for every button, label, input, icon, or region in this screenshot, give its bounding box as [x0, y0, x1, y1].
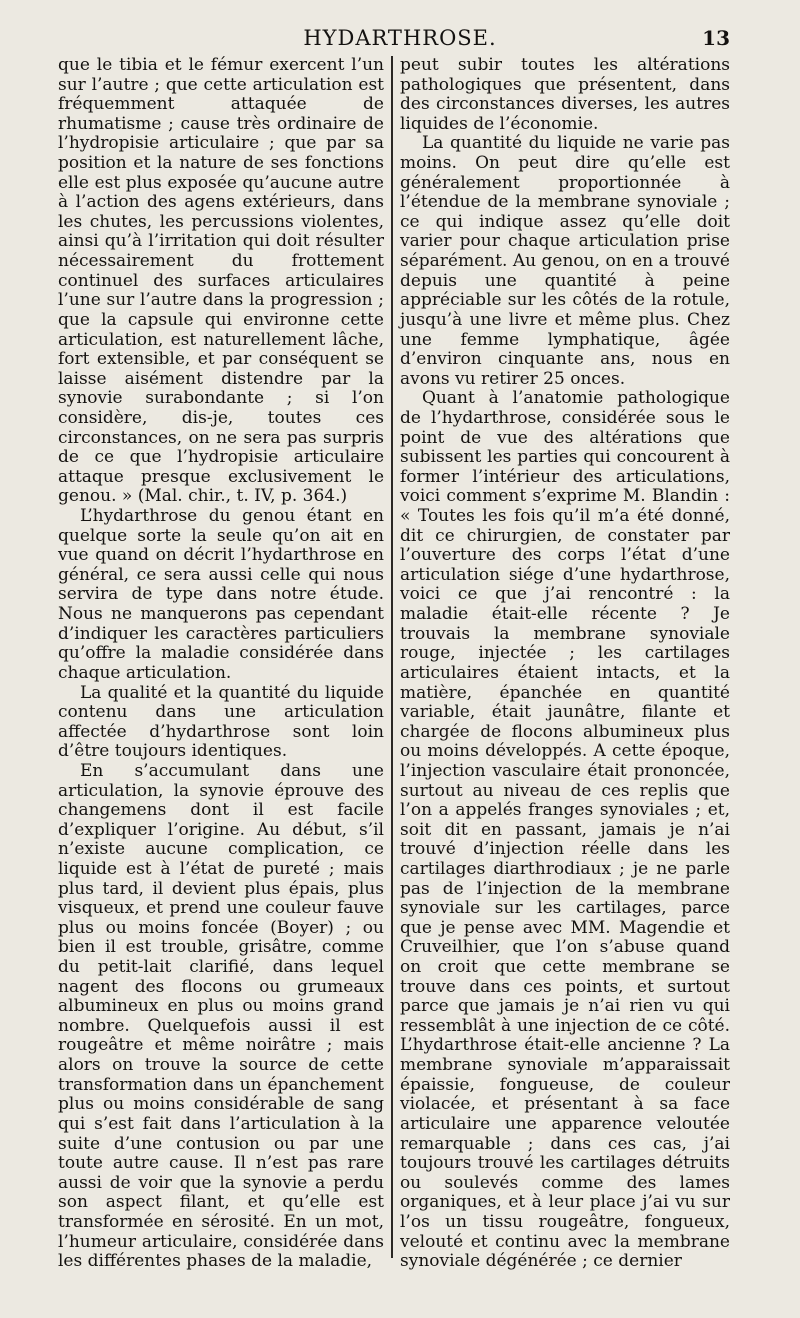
running-title: HYDARTHROSE.	[303, 26, 497, 50]
left-column	[58, 56, 384, 1272]
page-number: 13	[702, 26, 730, 50]
paragraph: que le tibia et le fémur exercent l’un sur l’autre ; que cette articulation est fréquemment attaquée de rhumatisme ; cause très ordinaire de l’hydropisie articulaire ; que par sa position et la nature de ses fonctions elle est plus exposée qu’aucune autre à l’action des agens extérieurs, dans les chutes, les percussions violentes, ainsi qu’à l’irritation qui doit résulter nécessairement du frottement continuel des surfaces articulaires l’une sur l’autre dans la progression ; que la capsule qui environne cette articulation, est naturellement lâche, fort extensible, et par conséquent se laisse aisément distendre par la synovie surabondante ; si l’on considère, dis-je, toutes ces circonstances, on ne sera pas surpris de ce que l’hydropisie articulaire attaque presque exclusivement le genou. » (Mal. chir., t. IV, p. 364.)	[58, 55, 384, 507]
paragraph: La qualité et la quantité du liquide contenu dans une articulation affectée d’hydarthrose sont loin d’être toujours identiques.	[58, 682, 384, 762]
paragraph: En s’accumulant dans une articulation, la synovie éprouve des changemens dont il est facile d’expliquer l’origine. Au début, s’il n’existe aucune complication, ce liquide est à l’état de pureté ; mais plus tard, il devient plus épais, plus visqueux, et prend une couleur fauve plus ou moins foncée (Boyer) ; ou bien il est trouble, grisâtre, comme du petit-lait clarifié, dans lequel nagent des flocons ou grumeaux albumineux en plus ou moins grand nombre. Quelquefois aussi il est rougeâtre et même noirâtre ; mais alors on trouve la source de cette transformation dans un épanchement plus ou moins considérable de sang qui s’est fait dans l’articulation à la suite d’une contusion ou par une toute autre cause. Il n’est pas rare aussi de voir que la synovie a perdu son aspect filant, et qu’elle est transformée en sérosité. En un mot, l’humeur articulaire, considérée dans les différentes phases de la maladie,	[58, 760, 384, 1272]
paragraph: L’hydarthrose du genou étant en quelque sorte la seule qu’on ait en vue quand on décrit l’hydarthrose en général, ce sera aussi celle qui nous servira de type dans notre étude. Nous ne manquerons pas cependant d’indiquer les caractères particuliers qu’offre la maladie considérée dans chaque articulation.	[58, 506, 384, 683]
paragraph: peut subir toutes les altérations pathologiques que présentent, dans des circonstances diverses, les autres liquides de l’économie.	[400, 55, 730, 134]
paragraph: Quant à l’anatomie pathologique de l’hydarthrose, considérée sous le point de vue des altérations que subissent les parties qui concourent à former l’intérieur des articulations, voici comment s’exprime M. Blandin : « Toutes les fois qu’il m’a été donné, dit ce chirurgien, de constater par l’ouverture des corps l’état d’une articulation siége d’une hydarthrose, voici ce que j’ai rencontré : la maladie était-elle récente ? Je trouvais la membrane synoviale rouge, injectée ; les cartilages articulaires étaient intacts, et la matière, épanchée en quantité variable, était jaunâtre, filante et chargée de flocons albumineux plus ou moins développés. A cette époque, l’injection vasculaire était prononcée, surtout au niveau de ces replis que l’on a appelés franges synoviales ; et, soit dit en passant, jamais je n’ai trouvé d’injection réelle dans les cartilages diarthrodiaux ; je ne parle pas de l’injection de la membrane synoviale sur les cartilages, parce que je pense avec MM. Magendie et Cruveilhier, que l’on s’abuse quand on croit que cette membrane se trouve dans ces points, et surtout parce que jamais je n’ai rien vu qui ressemblât à une injection de ce côté. L’hydarthrose était-elle ancienne ? La membrane synoviale m’apparaissait épaissie, fongueuse, de couleur violacée, et présentant à sa face articulaire une apparence veloutée remarquable ; dans ces cas, j’ai toujours trouvé les cartilages détruits ou soulevés comme des lames organiques, et à leur place j’ai vu sur l’os un tissu rougeâtre, fongueux, velouté et continu avec la membrane synoviale dégénérée ; ce dernier	[400, 388, 730, 1272]
paragraph: La quantité du liquide ne varie pas moins. On peut dire qu’elle est généralement proportionnée à l’étendue de la membrane synoviale ; ce qui indique assez qu’elle doit varier pour chaque articulation prise séparément. Au genou, on en a trouvé depuis une quantité à peine appréciable sur les côtés de la rotule, jusqu’à une livre et même plus. Chez une femme lymphatique, âgée d’environ cinquante ans, nous en avons vu retirer 25 onces.	[400, 133, 730, 389]
running-head	[0, 26, 800, 52]
column-rule	[391, 56, 393, 1258]
right-column	[400, 56, 730, 1272]
